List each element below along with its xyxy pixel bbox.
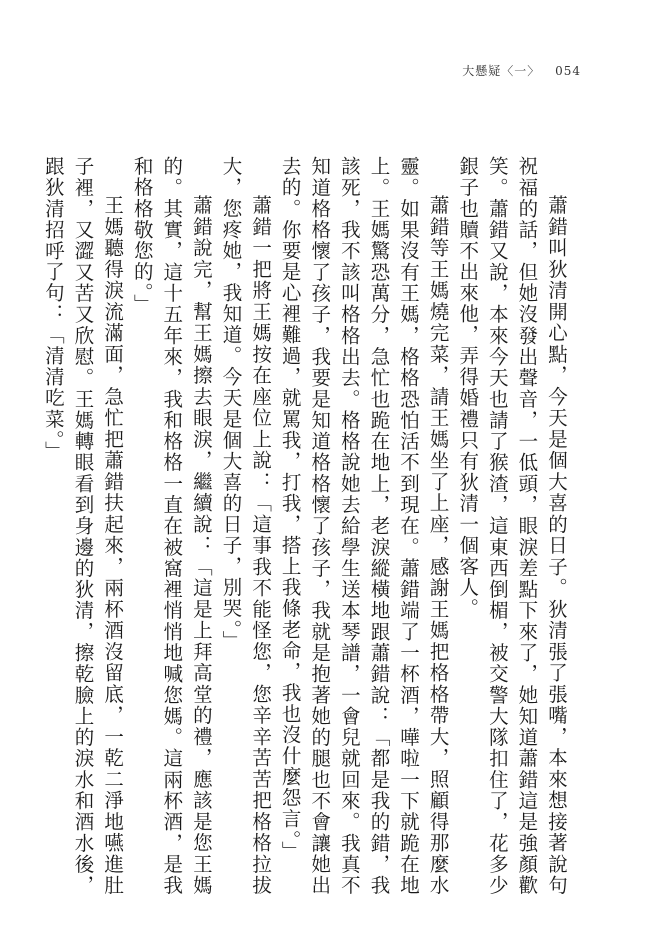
paragraph-4: 蕭錯說完，幫王媽擦去眼淚，繼續說：「這是上拜高堂的禮，應該是您王媽的。其實，這十五年來，我和格格一直在被窩裡悄悄地喊您媽。這兩杯酒，是我和格格敬您的。」 <box>130 156 213 896</box>
body-text <box>41 156 571 896</box>
book-title: 大懸疑〈一〉 <box>462 64 541 78</box>
paragraph-2: 蕭錯等王媽燒完菜，請王媽坐了上座，感謝王媽把格格帶大，照顧得那麼水靈。如果沒有王媽，格格恐怕活不到現在。蕭錯端了一杯酒，嘩啦一下就跪在地上。王媽驚恐萬分，急忙也跪在地上，老淚縱橫地跟蕭錯說：「都是我的錯，我該死，我不該叫格格出去。格格說她去給學生送本琴譜，一會兒就回來。我真不知道格格懷了孩子，我要是知道格格懷了孩子，我就是抱著她的腿也不會讓她出去的。你要是心裡難過，就罵我，打我，搭上我條老命，我也沒什麼怨言。」 <box>278 156 450 896</box>
paragraph-1: 蕭錯叫狄清開心點，今天是個大喜的日子。狄清張了張嘴，本來想接著說句祝福的話，但她沒發出聲音，一低頭，眼淚差點下來了，她知道蕭錯這是強顏歡笑。蕭錯又說，本來今天也請了猴渣，這東西倒楣，被交警大隊扣住了，花多少銀子也贖不出來他，弄得婚禮只有狄清一個客人。 <box>456 156 568 896</box>
page-number: 054 <box>555 64 581 78</box>
paragraph-5: 王媽聽得淚流滿面，急忙把蕭錯扶起來，兩杯酒沒留底，一乾二淨地嚥進肚子裡，又澀又苦又欣慰。王媽轉眼看到身邊的狄清，擦乾臉上的淚水和酒水後，跟狄清招呼了句：「清清吃菜。」 <box>41 156 125 896</box>
paragraph-3: 蕭錯一把將王媽按在座位上說：「這事我不能怪您，您辛辛苦苦把格格拉拔大，您疼她，我知道。今天是個大喜的日子，別哭。」 <box>219 156 273 896</box>
running-head <box>462 62 581 79</box>
